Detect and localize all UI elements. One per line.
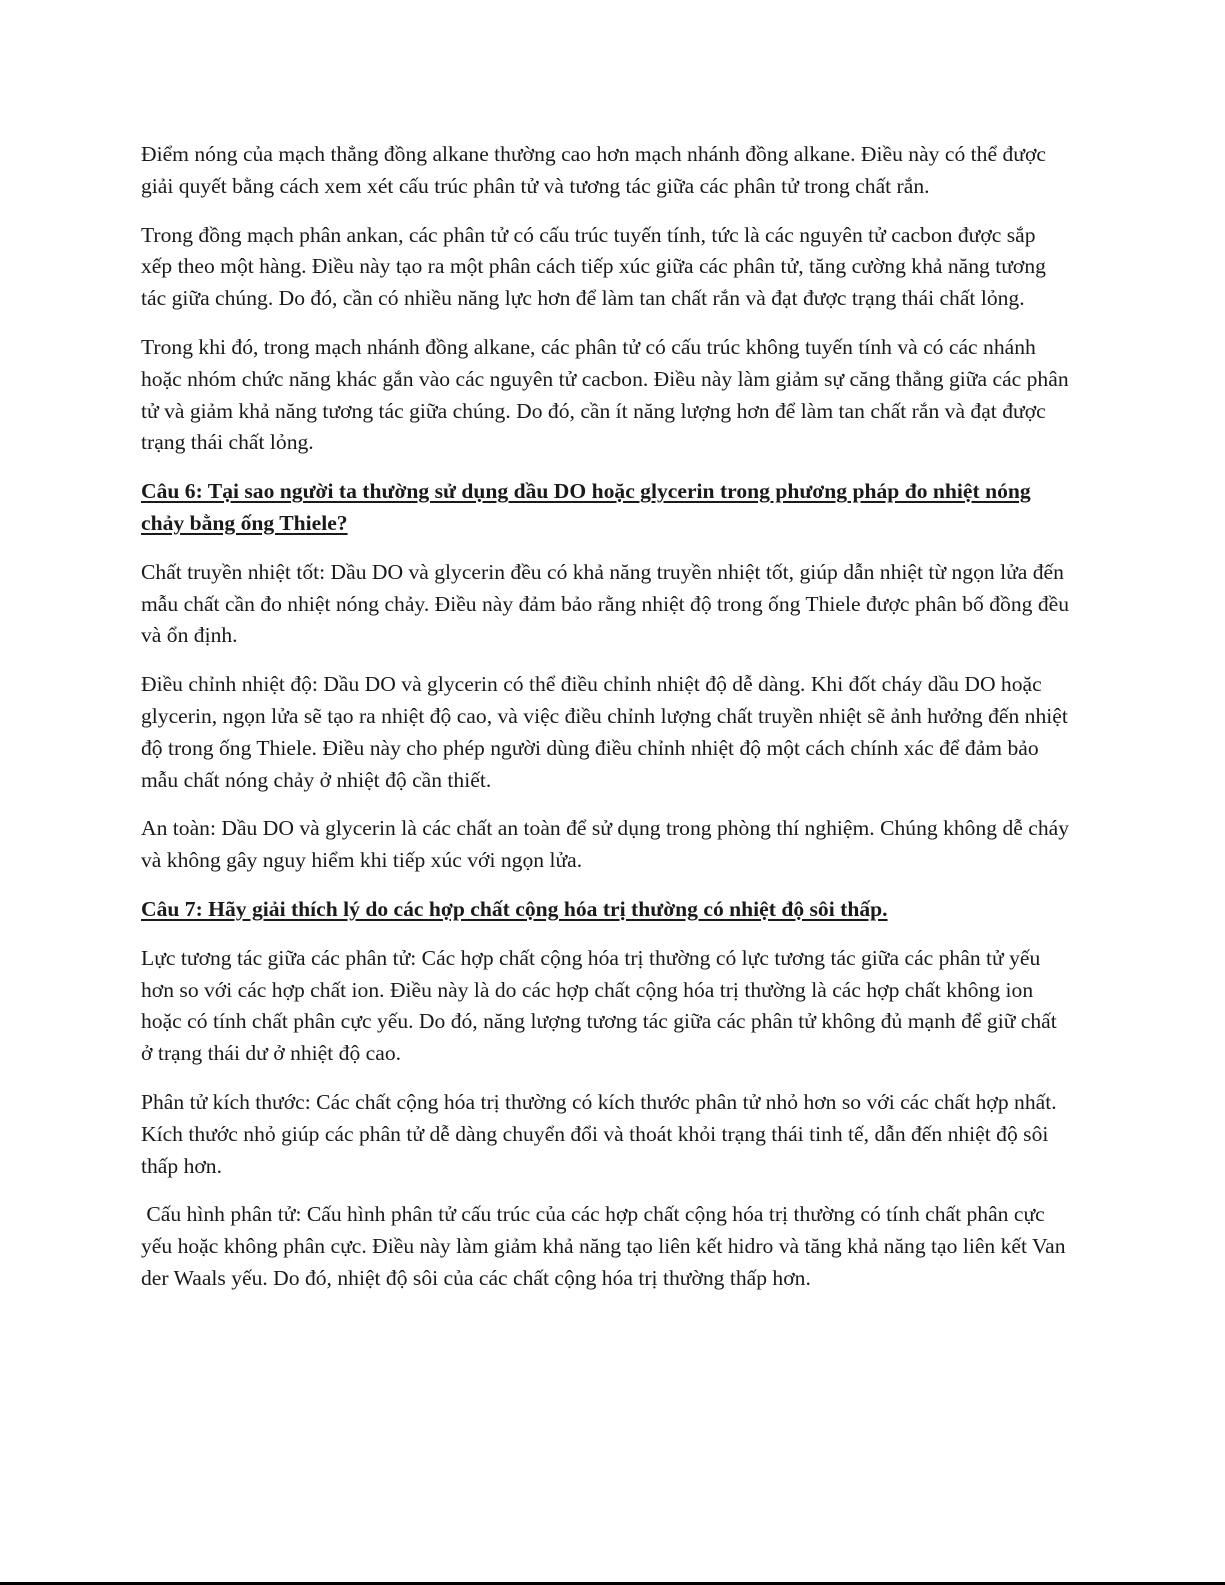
- intro-paragraph-1: Điểm nóng của mạch thẳng đồng alkane thường cao hơn mạch nhánh đồng alkane. Điều này có thể được giải quyết bằng cách xem xét cấu trúc phân tử và tương tác giữa các phân tử trong chất rắn.: [141, 142, 1046, 198]
- question-7-paragraph-2: Phân tử kích thước: Các chất cộng hóa trị thường có kích thước phân tử nhỏ hơn so với các chất hợp nhất. Kích thước nhỏ giúp các phân tử dễ dàng chuyển đổi và thoát khỏi trạng thái tinh tế, dẫn đến nhiệt độ sôi thấp hơn.: [141, 1089, 1057, 1178]
- question-6-paragraph-3: An toàn: Dầu DO và glycerin là các chất an toàn để sử dụng trong phòng thí nghiệm. Chúng không dễ cháy và không gây nguy hiểm khi tiếp xúc với ngọn lửa.: [141, 816, 1070, 873]
- question-7-paragraph-3: Cấu hình phân tử: Cấu hình phân tử cấu trúc của các hợp chất cộng hóa trị thường có tính chất phân cực yếu hoặc không phân cực. Điều này làm giảm khả năng tạo liên kết hidro và tăng khả năng tạo liên kết Van der Waals yếu. Do đó, nhiệt độ sôi của các chất cộng hóa trị thường thấp hơn.: [141, 1202, 1071, 1290]
- document-page: [141, 139, 1071, 1312]
- intro-paragraph-2: Trong đồng mạch phân ankan, các phân tử có cấu trúc tuyến tính, tức là các nguyên tử cacbon được sắp xếp theo một hàng. Điều này tạo ra một phân cách tiếp xúc giữa các phân tử, tăng cường khả năng tương tác giữa chúng. Do đó, cần có nhiều năng lực hơn để làm tan chất rắn và đạt được trạng thái chất lỏng.: [141, 222, 1046, 311]
- question-6-paragraph-1: Chất truyền nhiệt tốt: Dầu DO và glycerin đều có khả năng truyền nhiệt tốt, giúp dẫn nhiệt từ ngọn lửa đến mẫu chất cần đo nhiệt nóng chảy. Điều này đảm bảo rằng nhiệt độ trong ống Thiele được phân bố đồng đều và ổn định.: [141, 559, 1070, 648]
- question-6-heading: Câu 6: Tại sao người ta thường sử dụng dầu DO hoặc glycerin trong phương pháp đo nhiệt nóng chảy bằng ống Thiele?: [141, 479, 1031, 535]
- question-7-paragraph-1: Lực tương tác giữa các phân tử: Các hợp chất cộng hóa trị thường có lực tương tác giữa các phân tử yếu hơn so với các hợp chất ion. Điều này là do các hợp chất cộng hóa trị thường là các hợp chất không ion hoặc có tính chất phân cực yếu. Do đó, năng lượng tương tác giữa các phân tử không đủ mạnh để giữ chất ở trạng thái dư ở nhiệt độ cao.: [141, 945, 1057, 1066]
- question-7-heading: Câu 7: Hãy giải thích lý do các hợp chất cộng hóa trị thường có nhiệt độ sôi thấp.: [141, 896, 888, 921]
- intro-paragraph-3: Trong khi đó, trong mạch nhánh đồng alkane, các phân tử có cấu trúc không tuyến tính và có các nhánh hoặc nhóm chức năng khác gắn vào các nguyên tử cacbon. Điều này làm giảm sự căng thẳng giữa các phân tử và giảm khả năng tương tác giữa chúng. Do đó, cần ít năng lượng hơn để làm tan chất rắn và đạt được trạng thái chất lỏng.: [141, 334, 1069, 455]
- question-6-paragraph-2: Điều chỉnh nhiệt độ: Dầu DO và glycerin có thể điều chỉnh nhiệt độ dễ dàng. Khi đốt cháy dầu DO hoặc glycerin, ngọn lửa sẽ tạo ra nhiệt độ cao, và việc điều chỉnh lượng chất truyền nhiệt sẽ ảnh hưởng đến nhiệt độ trong ống Thiele. Điều này cho phép người dùng điều chỉnh nhiệt độ một cách chính xác để đảm bảo mẫu chất nóng chảy ở nhiệt độ cần thiết.: [141, 672, 1068, 792]
